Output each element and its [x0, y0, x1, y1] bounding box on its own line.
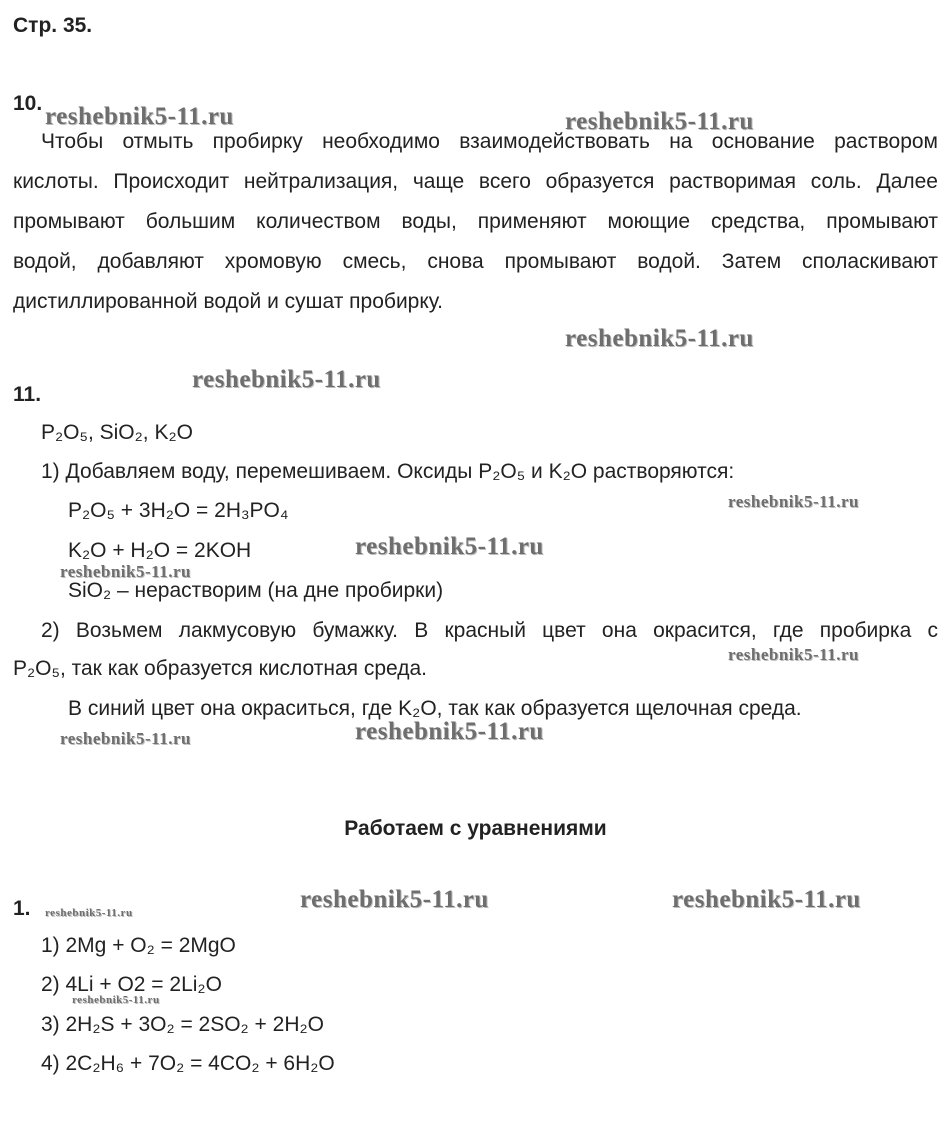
task-10-line-2: кислоты. Происходит нейтрализация, чаще всего образуется растворимая соль. Далее [13, 170, 938, 193]
task-1-equation-2: 2) 4Li + O2 = 2Li₂O [41, 973, 222, 996]
task-1-equation-1: 1) 2Mg + O₂ = 2MgO [41, 934, 236, 957]
task-10-number: 10. [13, 92, 43, 115]
watermark: reshebnik5-11.ru [192, 366, 381, 393]
watermark: reshebnik5-11.ru [300, 886, 489, 913]
watermark: reshebnik5-11.ru [60, 729, 191, 748]
page-header: Стр. 35. [13, 14, 93, 37]
watermark: reshebnik5-11.ru [355, 718, 544, 745]
task-10-line-3: промывают большим количеством воды, применяют моющие средства, промывают [13, 210, 938, 233]
watermark: reshebnik5-11.ru [60, 562, 191, 581]
watermark: reshebnik5-11.ru [45, 907, 133, 919]
watermark: reshebnik5-11.ru [672, 886, 861, 913]
task-11-step-1: 1) Добавляем воду, перемешиваем. Оксиды P₂O₅ и K₂O растворяются: [41, 460, 735, 483]
task-10-line-1: Чтобы отмыть пробирку необходимо взаимодействовать на основание раствором [41, 130, 938, 153]
task-11-number: 11. [13, 383, 42, 406]
task-11-equation-1: P₂O₅ + 3H₂O = 2H₃PO₄ [68, 499, 289, 522]
section-title: Работаем с уравнениями [344, 817, 607, 840]
task-10-line-4: водой, добавляют хромовую смесь, снова промывают водой. Затем споласкивают [13, 250, 938, 273]
watermark: reshebnik5-11.ru [728, 492, 859, 511]
task-11-equation-3: SiO₂ – нерастворим (на дне пробирки) [68, 579, 444, 602]
task-1-number: 1. [13, 897, 31, 920]
task-11-step-2-line-1: 2) Возьмем лакмусовую бумажку. В красный цвет она окрасится, где пробирка с [41, 619, 938, 642]
task-10-line-5: дистиллированной водой и сушат пробирку. [13, 290, 444, 313]
watermark: reshebnik5-11.ru [565, 108, 754, 135]
task-11-step-2-line-2: P₂O₅, так как образуется кислотная среда. [13, 657, 428, 680]
task-11-step-2-line-3: В синий цвет она окраситься, где K₂O, так как образуется щелочная среда. [68, 697, 802, 720]
watermark: reshebnik5-11.ru [72, 994, 160, 1006]
task-1-equation-4: 4) 2C₂H₆ + 7O₂ = 4CO₂ + 6H₂O [41, 1052, 335, 1075]
watermark: reshebnik5-11.ru [728, 645, 859, 664]
task-11-substances: P₂O₅, SiO₂, K₂O [41, 421, 193, 444]
watermark: reshebnik5-11.ru [355, 533, 544, 560]
task-11-equation-2: K₂O + H₂O = 2KOH [68, 539, 252, 562]
task-10-paragraph [13, 122, 938, 322]
watermark: reshebnik5-11.ru [45, 103, 234, 130]
watermark: reshebnik5-11.ru [565, 325, 754, 352]
task-1-equation-3: 3) 2H₂S + 3O₂ = 2SO₂ + 2H₂O [41, 1013, 324, 1036]
